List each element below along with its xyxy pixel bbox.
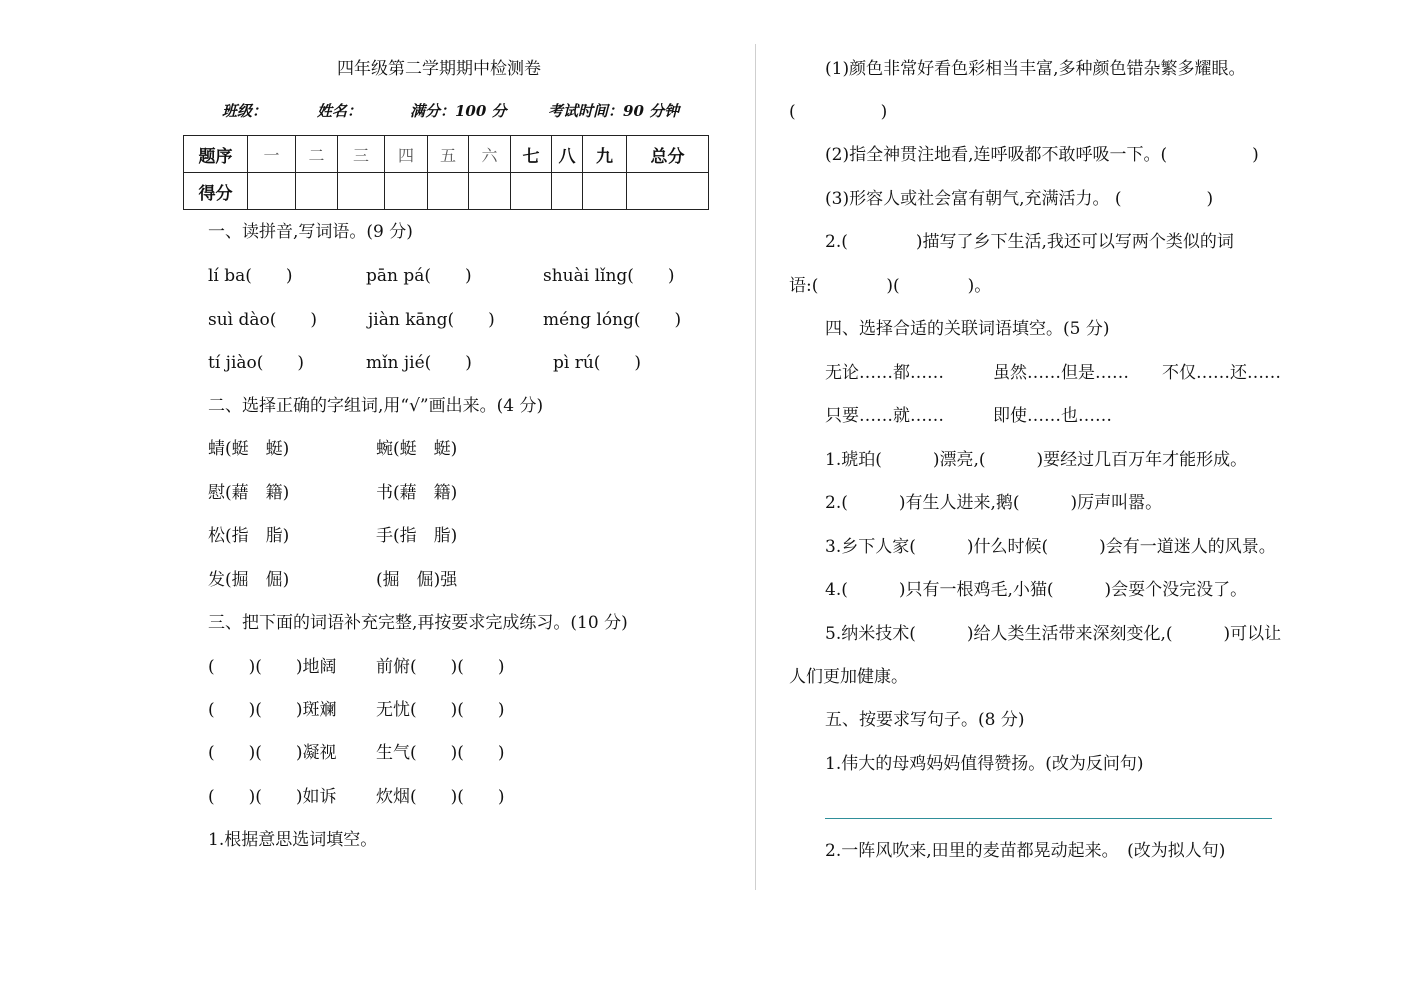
fill-item: 炊烟( )( ) [376,787,505,807]
question-text: 4.( )只有一根鸡毛,小猫( )会耍个没完没了。 [825,580,1248,600]
table-cell: 八 [552,136,583,173]
pinyin-item: jiàn kāng( ) [368,310,495,330]
table-cell: 题序 [184,136,248,173]
question-text: 2.一阵风吹来,田里的麦苗都晃动起来。 (改为拟人句) [825,841,1226,861]
table-cell: 九 [583,136,627,173]
choice-item: 书(藉 籍) [376,483,458,503]
pinyin-item: méng lóng( ) [543,310,682,330]
choice-item: 蜿(蜓 蜓) [376,439,458,459]
fill-item: 无忧( )( ) [376,700,505,720]
section-4-title: 四、选择合适的关联词语填空。(5 分) [825,319,1110,339]
section-3-title: 三、把下面的词语补充完整,再按要求完成练习。(10 分) [208,613,628,633]
score-table [183,135,709,210]
choice-item: (掘 倔)强 [376,570,458,590]
question-text: (1)颜色非常好看色彩相当丰富,多种颜色错杂繁多耀眼。 [825,59,1246,79]
table-cell: 五 [428,136,469,173]
exam-time-label: 考试时间：90 分钟 [548,102,680,120]
table-cell: 得分 [184,173,248,210]
score-cell[interactable] [552,173,583,210]
conjunction-option: 只要……就…… [825,406,944,426]
table-cell: 六 [469,136,511,173]
question-text: 1.根据意思选词填空。 [208,830,378,850]
table-cell: 一 [248,136,296,173]
score-cell[interactable] [627,173,709,210]
fill-item: 生气( )( ) [376,743,505,763]
question-text: 1.琥珀( )漂亮,( )要经过几百万年才能形成。 [825,450,1248,470]
page-title: 四年级第二学期期中检测卷 [337,59,541,79]
fill-item: ( )( )如诉 [208,787,337,807]
fill-item: ( )( )斑斓 [208,700,337,720]
question-text: 2.( )描写了乡下生活,我还可以写两个类似的词 [825,232,1234,252]
choice-item: 发(掘 倔) [208,570,290,590]
choice-item: 松(指 脂) [208,526,290,546]
class-label: 班级： [222,102,268,120]
conjunction-option: 不仅……还…… [1162,363,1281,383]
full-score-label: 满分：100 分 [410,102,507,120]
answer-blank: ( ) [789,102,888,122]
section-1-title: 一、读拼音,写词语。(9 分) [208,222,413,242]
question-text: 3.乡下人家( )什么时候( )会有一道迷人的风景。 [825,537,1276,557]
score-cell[interactable] [583,173,627,210]
question-text: 5.纳米技术( )给人类生活带来深刻变化,( )可以让 [825,624,1282,644]
question-text: 2.( )有生人进来,鹅( )厉声叫嚣。 [825,493,1163,513]
score-cell[interactable] [338,173,385,210]
table-cell: 二 [296,136,338,173]
choice-item: 蜻(蜓 蜓) [208,439,290,459]
choice-item: 手(指 脂) [376,526,458,546]
fill-item: 前俯( )( ) [376,657,505,677]
score-cell[interactable] [428,173,469,210]
fill-item: ( )( )凝视 [208,743,337,763]
conjunction-option: 虽然……但是…… [993,363,1129,383]
table-row [184,173,709,210]
question-text: 语:( )( )。 [789,276,992,296]
answer-line[interactable] [825,818,1272,819]
question-text: 1.伟大的母鸡妈妈值得赞扬。(改为反问句) [825,754,1144,774]
question-text: (3)形容人或社会富有朝气,充满活力。 ( ) [825,189,1214,209]
section-5-title: 五、按要求写句子。(8 分) [825,710,1025,730]
column-divider [755,44,756,890]
score-cell[interactable] [511,173,552,210]
score-cell[interactable] [385,173,428,210]
table-cell: 三 [338,136,385,173]
name-label: 姓名： [317,102,363,120]
section-2-title: 二、选择正确的字组词,用“√”画出来。(4 分) [208,396,544,416]
pinyin-item: suì dào( ) [208,310,318,330]
question-text: 人们更加健康。 [789,667,908,687]
pinyin-item: tí jiào( ) [208,353,305,373]
table-row [184,136,709,173]
question-text: (2)指全神贯注地看,连呼吸都不敢呼吸一下。( ) [825,145,1259,165]
score-cell[interactable] [248,173,296,210]
score-cell[interactable] [469,173,511,210]
pinyin-item: pān pá( ) [366,266,472,286]
fill-item: ( )( )地阔 [208,657,337,677]
pinyin-item: shuài lǐng( ) [543,266,675,286]
score-cell[interactable] [296,173,338,210]
table-cell: 四 [385,136,428,173]
choice-item: 慰(藉 籍) [208,483,290,503]
pinyin-item: mǐn jié( ) [366,353,472,373]
conjunction-option: 无论……都…… [825,363,944,383]
conjunction-option: 即使……也…… [993,406,1112,426]
pinyin-item: lí ba( ) [208,266,293,286]
table-cell: 总分 [627,136,709,173]
table-cell: 七 [511,136,552,173]
pinyin-item: pì rú( ) [553,353,642,373]
